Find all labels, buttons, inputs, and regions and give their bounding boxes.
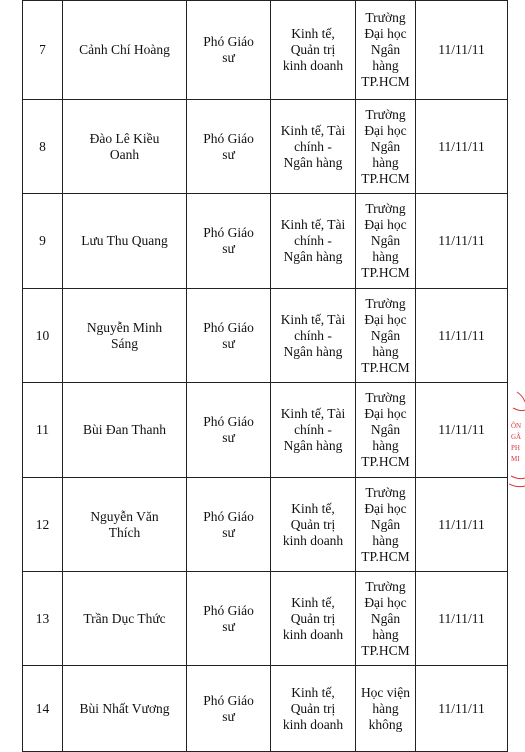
row-number-cell: 8	[23, 100, 63, 194]
row-number-cell: 13	[23, 572, 63, 666]
academic-title-cell: Phó Giáo sư	[187, 1, 271, 100]
academic-title-cell: Phó Giáo sư	[187, 383, 271, 478]
stamp-text: ÔN GÂ PH MI	[511, 422, 522, 463]
discipline-cell: Kinh tế, Quản trị kinh doanh	[271, 666, 356, 752]
discipline-cell: Kinh tế, Tài chính - Ngân hàng	[271, 383, 356, 478]
academic-title-cell: Phó Giáo sư	[187, 666, 271, 752]
table-row	[23, 383, 508, 478]
academic-title-cell: Phó Giáo sư	[187, 100, 271, 194]
academic-title-cell: Phó Giáo sư	[187, 289, 271, 383]
table-row	[23, 1, 508, 100]
academic-title-cell: Phó Giáo sư	[187, 478, 271, 572]
discipline-cell: Kinh tế, Quản trị kinh doanh	[271, 1, 356, 100]
full-name-cell: Bùi Nhất Vương	[63, 666, 187, 752]
row-number-cell: 14	[23, 666, 63, 752]
institution-cell: Học viện hàng không	[356, 666, 416, 752]
table-row	[23, 666, 508, 752]
discipline-cell: Kinh tế, Tài chính - Ngân hàng	[271, 100, 356, 194]
full-name-cell: Trần Dục Thức	[63, 572, 187, 666]
full-name-cell: Lưu Thu Quang	[63, 194, 187, 289]
full-name-cell: Nguyễn Minh Sáng	[63, 289, 187, 383]
institution-cell: Trường Đại học Ngân hàng TP.HCM	[356, 289, 416, 383]
academic-title-cell: Phó Giáo sư	[187, 194, 271, 289]
full-name-cell: Cảnh Chí Hoàng	[63, 1, 187, 100]
row-number-cell: 9	[23, 194, 63, 289]
stamp-arc-bottom	[509, 484, 525, 487]
full-name-cell: Nguyễn Văn Thích	[63, 478, 187, 572]
institution-cell: Trường Đại học Ngân hàng TP.HCM	[356, 478, 416, 572]
full-name-cell: Bùi Đan Thanh	[63, 383, 187, 478]
table-row	[23, 100, 508, 194]
discipline-cell: Kinh tế, Quản trị kinh doanh	[271, 572, 356, 666]
table-body	[23, 1, 508, 752]
discipline-cell: Kinh tế, Tài chính - Ngân hàng	[271, 194, 356, 289]
date-cell: 11/11/11	[416, 289, 508, 383]
full-name-cell: Đào Lê Kiều Oanh	[63, 100, 187, 194]
date-cell: 11/11/11	[416, 478, 508, 572]
table-row	[23, 478, 508, 572]
institution-cell: Trường Đại học Ngân hàng TP.HCM	[356, 1, 416, 100]
discipline-cell: Kinh tế, Tài chính - Ngân hàng	[271, 289, 356, 383]
stamp-arc-3	[511, 476, 525, 479]
date-cell: 11/11/11	[416, 1, 508, 100]
date-cell: 11/11/11	[416, 100, 508, 194]
row-number-cell: 12	[23, 478, 63, 572]
stamp-arc-2	[513, 408, 525, 411]
date-cell: 11/11/11	[416, 383, 508, 478]
table-row	[23, 194, 508, 289]
table-row	[23, 572, 508, 666]
institution-cell: Trường Đại học Ngân hàng TP.HCM	[356, 100, 416, 194]
date-cell: 11/11/11	[416, 666, 508, 752]
institution-cell: Trường Đại học Ngân hàng TP.HCM	[356, 572, 416, 666]
date-cell: 11/11/11	[416, 572, 508, 666]
institution-cell: Trường Đại học Ngân hàng TP.HCM	[356, 194, 416, 289]
discipline-cell: Kinh tế, Quản trị kinh doanh	[271, 478, 356, 572]
institution-cell: Trường Đại học Ngân hàng TP.HCM	[356, 383, 416, 478]
row-number-cell: 10	[23, 289, 63, 383]
date-cell: 11/11/11	[416, 194, 508, 289]
stamp-arc-top	[517, 392, 525, 402]
row-number-cell: 7	[23, 1, 63, 100]
table-row	[23, 289, 508, 383]
academic-title-cell: Phó Giáo sư	[187, 572, 271, 666]
red-stamp-fragment	[509, 388, 525, 493]
row-number-cell: 11	[23, 383, 63, 478]
professor-table	[22, 0, 508, 752]
